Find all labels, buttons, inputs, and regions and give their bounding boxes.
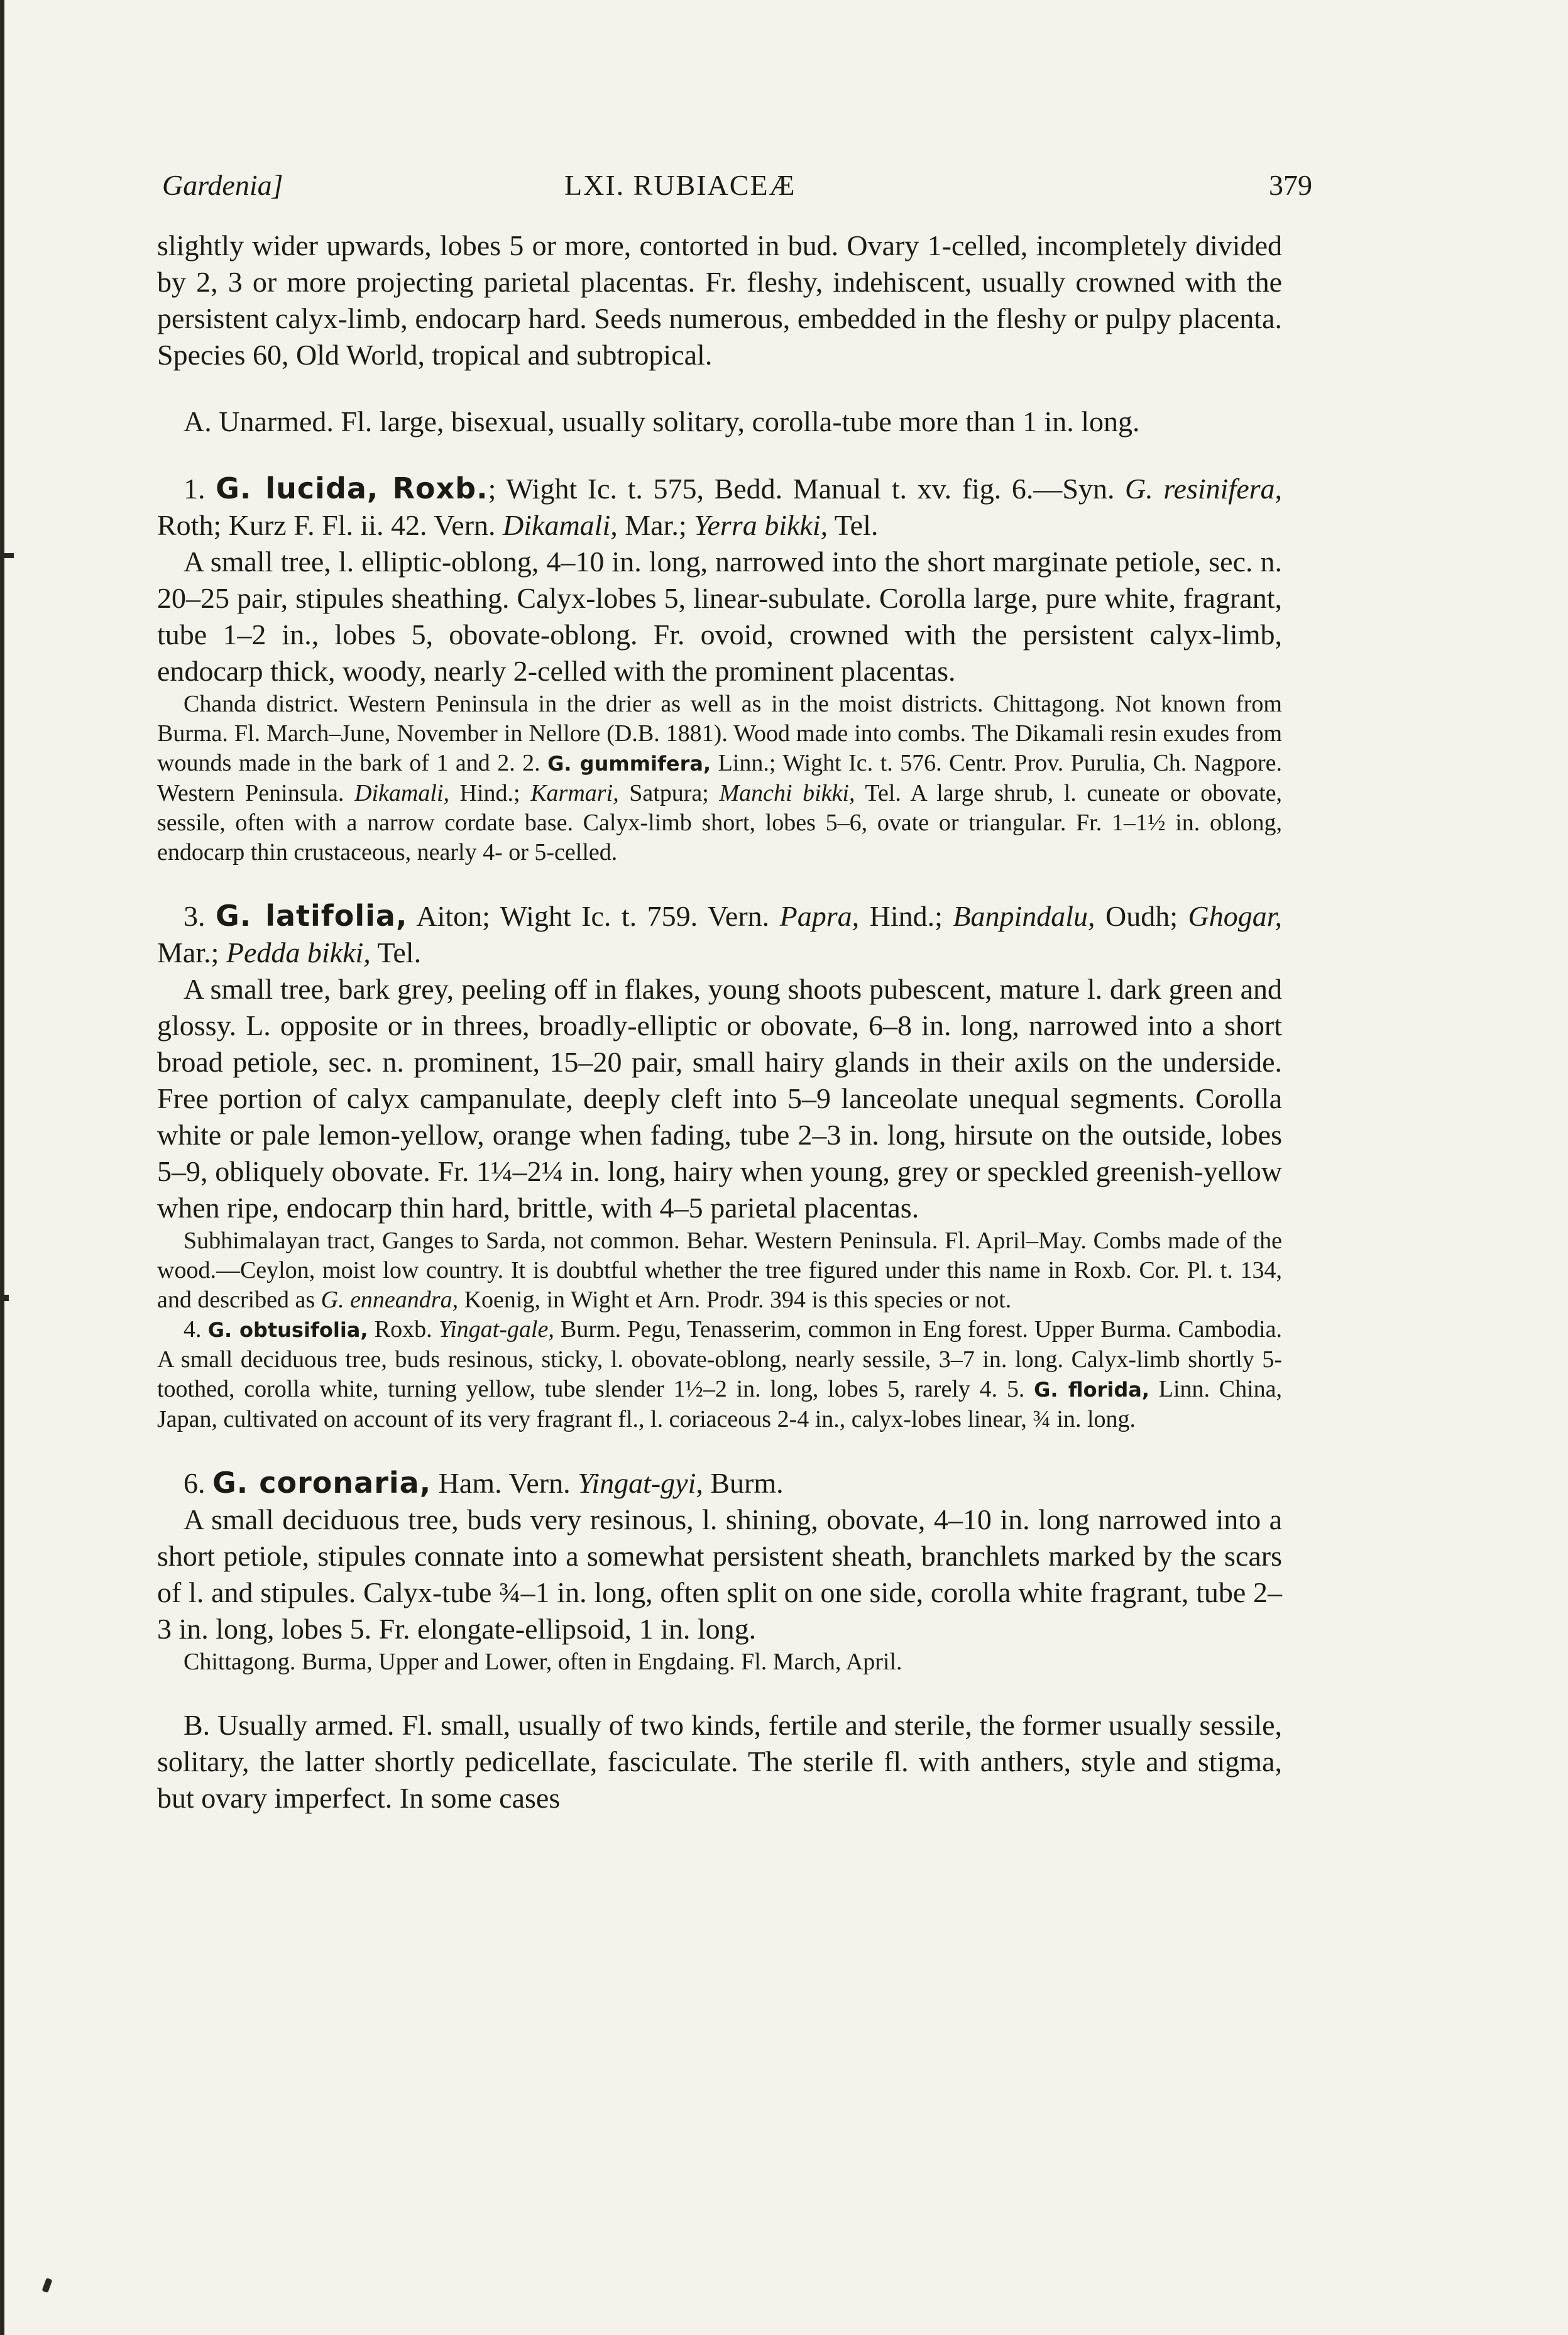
- species-2-name: G. gummifera,: [547, 752, 711, 776]
- species-4-5-notes: 4. G. obtusifolia, Roxb. Yingat-gale, Burm. Pegu, Tenasserim, common in Eng forest. Upper Burma. Cambodia. A small deciduous tree, buds resinous, sticky, l. obovate-oblong, nearly sessile, 3–7 in. long. Calyx-limb shortly 5-toothed, corolla white, turning yellow, tube slender 1½–2 in. long, lobes 5, rarely 4. 5. G. florida, Linn. China, Japan, cultivated on account of its very fragrant fl., l. coriaceous 2-4 in., calyx-lobes linear, ¾ in. long.: [157, 1316, 1283, 1432]
- page-header: [162, 168, 1312, 206]
- genus-description: slightly wider upwards, lobes 5 or more, contorted in bud. Ovary 1-celled, incompletely divided by 2, 3 or more projecting parietal placentas. Fr. fleshy, indehiscent, usually crowned with the persistent calyx-limb, endocarp hard. Seeds numerous, embedded in the fleshy or pulpy placenta. Species 60, Old World, tropical and subtropical.: [157, 229, 1282, 371]
- running-head-family: LXI. RUBIACEÆ: [564, 169, 796, 201]
- species-3-notes: Subhimalayan tract, Ganges to Sarda, not common. Behar. Western Peninsula. Fl. April–May. Combs made of the wood.—Ceylon, moist low country. It is doubtful whether the tree figured under this name in Roxb. Cor. Pl. t. 134, and described as G. enneandra, Koenig, in Wight et Arn. Prodr. 394 is this species or not.: [157, 1228, 1282, 1313]
- section-a-heading: A. Unarmed. Fl. large, bisexual, usually solitary, corolla-tube more than 1 in. long.: [184, 405, 1140, 437]
- species-3-name: G. latifolia,: [215, 899, 408, 933]
- scan-mark: [0, 553, 14, 558]
- species-1-entry: 1. G. lucida, Roxb.; Wight Ic. t. 575, Bedd. Manual t. xv. fig. 6.—Syn. G. resinifera, Roth; Kurz F. Fl. ii. 42. Vern. Dikamali, Mar.; Yerra bikki, Tel.: [157, 471, 1283, 541]
- scan-edge: [0, 0, 4, 2335]
- species-6-name: G. coronaria,: [212, 1466, 432, 1500]
- ink-speck: [42, 2278, 53, 2293]
- running-head-genus: Gardenia]: [162, 169, 283, 201]
- scan-mark: [0, 1295, 9, 1301]
- species-6-description: A small deciduous tree, buds very resinous, l. shining, obovate, 4–10 in. long narrowed into a short petiole, stipules connate into a somewhat persistent sheath, branchlets marked by the scars of l. and stipules. Calyx-tube ¾–1 in. long, often split on one side, corolla white fragrant, tube 2–3 in. long, lobes 5. Fr. elongate-ellipsoid, 1 in. long.: [157, 1503, 1282, 1645]
- species-3-description: A small tree, bark grey, peeling off in flakes, young shoots pubescent, mature l. dark green and glossy. L. opposite or in threes, broadly-elliptic or obovate, 6–8 in. long, narrowed into a short broad petiole, sec. n. prominent, 15–20 pair, small hairy glands in their axils on the underside. Free portion of calyx campanulate, deeply cleft into 5–9 lanceolate unequal segments. Corolla white or pale lemon-yellow, orange when fading, tube 2–3 in. long, hirsute on the outside, lobes 5–9, obliquely obovate. Fr. 1¼–2¼ in. long, hairy when young, grey or speckled greenish-yellow when ripe, endocarp thin hard, brittle, with 4–5 parietal placentas.: [157, 973, 1282, 1224]
- species-6-entry: 6. G. coronaria, Ham. Vern. Yingat-gyi, Burm.: [184, 1466, 784, 1500]
- species-3-entry: 3. G. latifolia, Aiton; Wight Ic. t. 759. Vern. Papra, Hind.; Banpindalu, Oudh; Ghogar, Mar.; Pedda bikki, Tel.: [157, 899, 1283, 969]
- species-1-notes: Chanda district. Western Peninsula in the drier as well as in the moist districts. Chittagong. Not known from Burma. Fl. March–June, November in Nellore (D.B. 1881). Wood made into combs. The Dikamali resin exudes from wounds made in the bark of 1 and 2. 2. G. gummifera, Linn.; Wight Ic. t. 576. Centr. Prov. Purulia, Ch. Nagpore. Western Peninsula. Dikamali, Hind.; Karmari, Satpura; Manchi bikki, Tel. A large shrub, l. cuneate or obovate, sessile, often with a narrow cordate base. Calyx-limb short, lobes 5–6, ovate or triangular. Fr. 1–1½ in. oblong, endocarp thin crustaceous, nearly 4- or 5-celled.: [157, 691, 1283, 865]
- section-b-heading: B. Usually armed. Fl. small, usually of two kinds, fertile and sterile, the former usually sessile, solitary, the latter shortly pedicellate, fasciculate. The sterile fl. with anthers, style and stigma, but ovary imperfect. In some cases: [157, 1709, 1282, 1814]
- species-1-name: G. lucida, Roxb.: [216, 471, 488, 505]
- species-6-notes: Chittagong. Burma, Upper and Lower, often in Engdaing. Fl. March, April.: [184, 1649, 902, 1675]
- species-5-name: G. florida,: [1034, 1378, 1150, 1402]
- species-4-name: G. obtusifolia,: [207, 1318, 368, 1342]
- page-content: [157, 228, 1282, 1816]
- species-1-description: A small tree, l. elliptic-oblong, 4–10 in. long, narrowed into the short marginate petiole, sec. n. 20–25 pair, stipules sheathing. Calyx-lobes 5, linear-subulate. Corolla large, pure white, fragrant, tube 1–2 in., lobes 5, obovate-oblong. Fr. ovoid, crowned with the persistent calyx-limb, endocarp thick, woody, nearly 2-celled with the prominent placentas.: [157, 546, 1282, 687]
- page-number: 379: [1269, 169, 1312, 201]
